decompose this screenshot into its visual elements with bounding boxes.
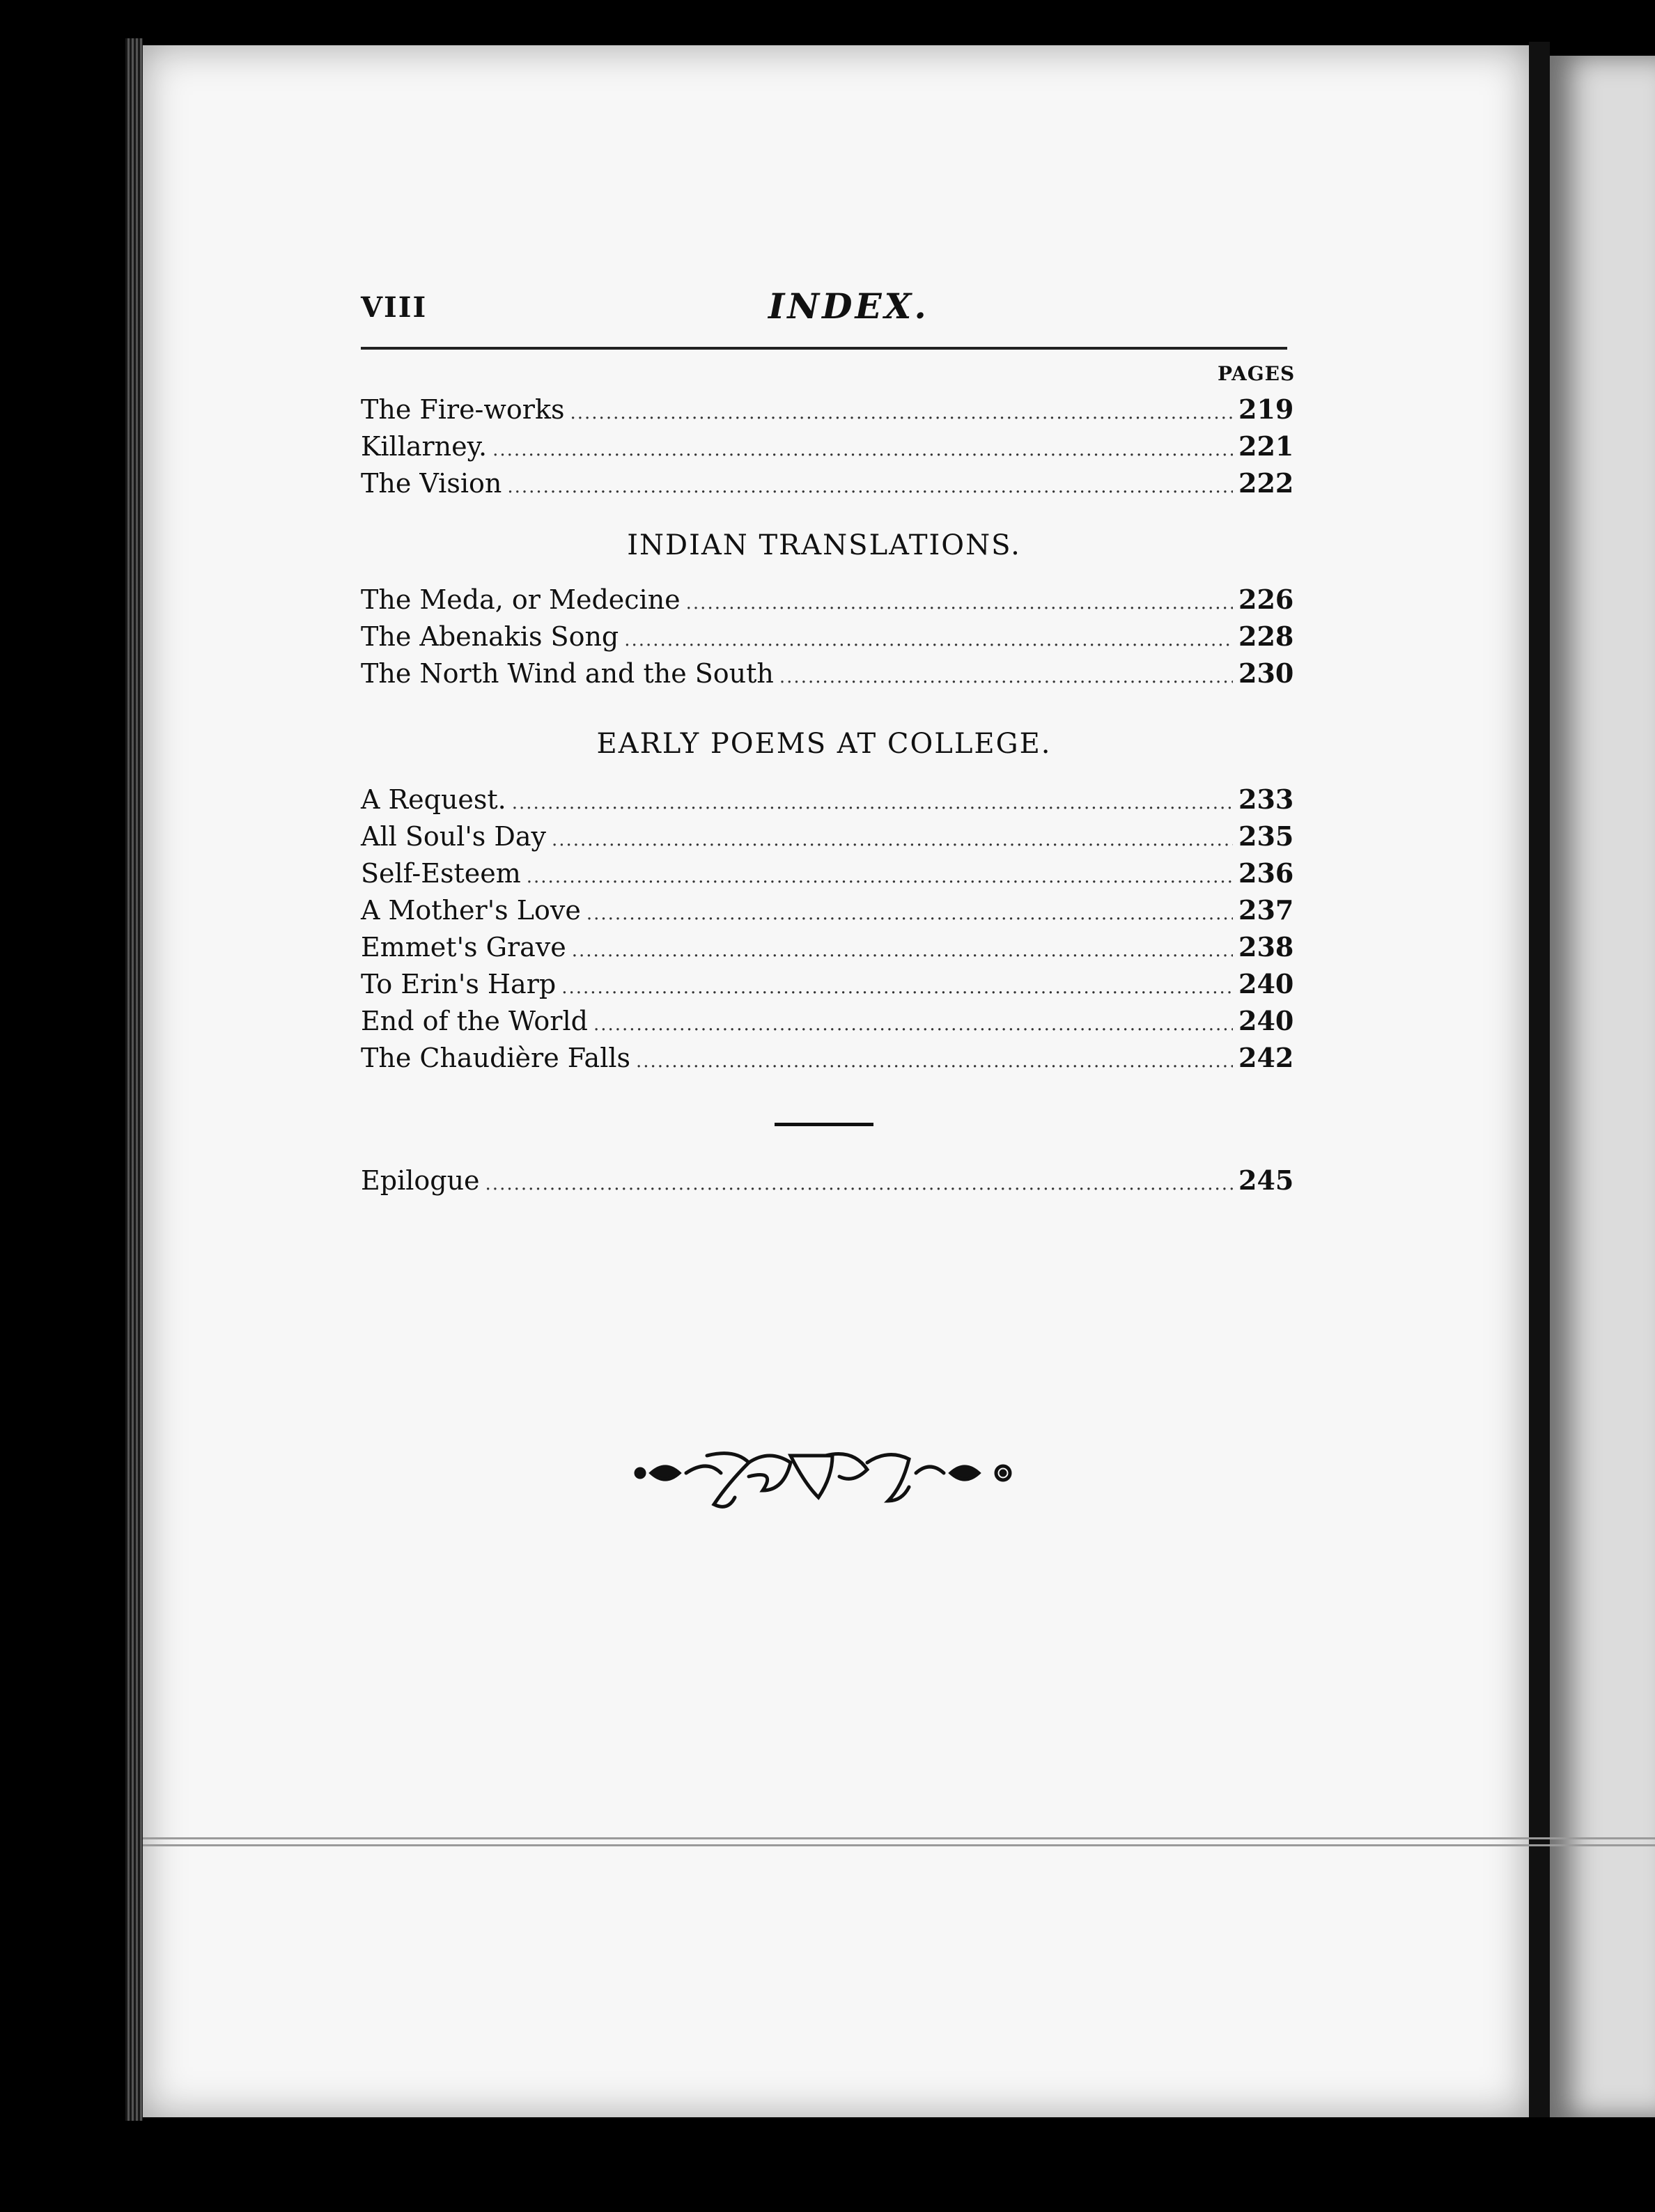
entry-title: Emmet's Grave: [361, 932, 566, 963]
dot-leader: [686, 593, 1233, 614]
toc-entry[interactable]: [361, 820, 1294, 857]
toc-entry[interactable]: [361, 430, 1294, 467]
toc-entry[interactable]: [361, 968, 1294, 1005]
toc-group-indian: [361, 584, 1294, 694]
page-gutter: [1529, 42, 1550, 2117]
scan-line: [143, 1844, 1655, 1846]
running-head: [361, 286, 1287, 327]
section-divider-rule: [775, 1123, 873, 1126]
entry-title: The Fire-works: [361, 394, 565, 425]
entry-title: All Soul's Day: [361, 821, 546, 852]
header-rule: [361, 347, 1287, 350]
entry-title: The Meda, or Medecine: [361, 584, 681, 615]
entry-page: 219: [1238, 394, 1294, 425]
entry-page: 245: [1238, 1165, 1294, 1196]
dot-leader: [624, 630, 1233, 651]
toc-entry[interactable]: [361, 657, 1294, 694]
entry-page: 222: [1238, 467, 1294, 499]
entry-page: 236: [1238, 857, 1294, 889]
entry-title: A Request.: [361, 784, 506, 815]
adjacent-page: [1550, 56, 1655, 2117]
pages-column-label: PAGES: [1218, 362, 1296, 385]
entry-title: The Vision: [361, 468, 502, 499]
toc-entry[interactable]: [361, 467, 1294, 504]
dot-leader: [636, 1051, 1233, 1072]
toc-entry[interactable]: [361, 784, 1294, 820]
toc-entry-epilogue[interactable]: [361, 1165, 1294, 1201]
entry-title: End of the World: [361, 1006, 588, 1036]
entry-page: 240: [1238, 968, 1294, 999]
section-heading-early-poems: EARLY POEMS AT COLLEGE.: [596, 728, 1052, 760]
entry-title: Killarney.: [361, 431, 488, 462]
dot-leader: [570, 403, 1234, 423]
book-page: [143, 45, 1529, 2117]
dot-leader: [507, 476, 1233, 497]
dot-leader: [586, 903, 1233, 924]
entry-page: 238: [1238, 931, 1294, 963]
entry-title: The Chaudière Falls: [361, 1043, 631, 1073]
entry-page: 233: [1238, 784, 1294, 815]
entry-page: 237: [1238, 894, 1294, 926]
entry-title: To Erin's Harp: [361, 969, 557, 999]
dot-leader: [552, 830, 1233, 850]
entry-title: The North Wind and the South: [361, 658, 774, 689]
entry-page: 228: [1238, 621, 1294, 652]
entry-title: Self-Esteem: [361, 858, 521, 889]
entry-title: Epilogue: [361, 1165, 480, 1196]
toc-group-early-poems: [361, 784, 1294, 1079]
section-heading-indian: INDIAN TRANSLATIONS.: [627, 529, 1021, 561]
dot-leader: [492, 439, 1233, 460]
entry-page: 226: [1238, 584, 1294, 615]
dot-leader: [512, 793, 1233, 813]
dot-leader: [485, 1174, 1233, 1194]
dot-leader: [779, 667, 1233, 687]
dot-leader: [593, 1014, 1233, 1035]
toc-entry[interactable]: [361, 621, 1294, 657]
page-folio: VIII: [361, 291, 428, 324]
scan-line: [143, 1837, 1655, 1839]
dot-leader: [527, 866, 1233, 887]
toc-group-top: [361, 394, 1294, 504]
dot-leader: [561, 977, 1233, 998]
entry-page: 240: [1238, 1005, 1294, 1036]
toc-entry[interactable]: [361, 584, 1294, 621]
entry-page: 221: [1238, 430, 1294, 462]
toc-entry[interactable]: [361, 931, 1294, 968]
entry-title: The Abenakis Song: [361, 621, 619, 652]
entry-title: A Mother's Love: [361, 895, 581, 926]
entry-page: 242: [1238, 1042, 1294, 1073]
ornament-icon: [630, 1442, 1020, 1525]
toc-entry[interactable]: [361, 394, 1294, 430]
entry-page: 235: [1238, 820, 1294, 852]
toc-entry[interactable]: [361, 857, 1294, 894]
dot-leader: [572, 940, 1233, 961]
toc-entry[interactable]: [361, 1005, 1294, 1042]
page-edge-left: [125, 38, 143, 2121]
toc-entry[interactable]: [361, 1042, 1294, 1079]
entry-page: 230: [1238, 657, 1294, 689]
toc-group-epilogue: [361, 1165, 1294, 1201]
page-title: INDEX.: [768, 286, 929, 327]
toc-entry[interactable]: [361, 894, 1294, 931]
